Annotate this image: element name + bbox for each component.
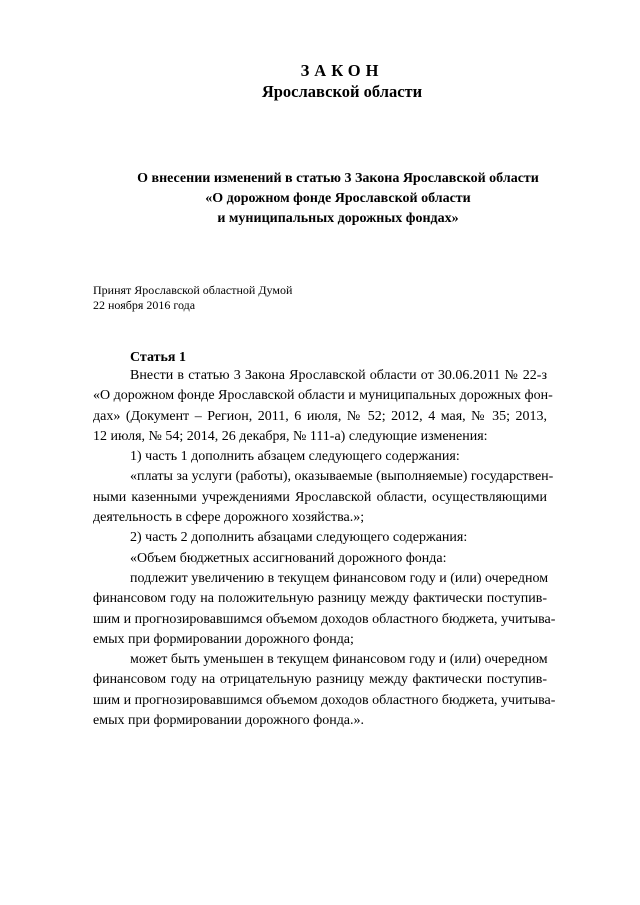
adoption-note [93, 283, 292, 313]
article-line: 1) часть 1 дополнить абзацем следующего содержания: [130, 449, 460, 465]
article-line: финансовом году на положительную разницу между фактически поступив- [93, 591, 547, 607]
article-line: дах» (Документ – Регион, 2011, 6 июля, № 52; 2012, 4 мая, № 35; 2013, [93, 408, 547, 424]
article-line: подлежит увеличению в текущем финансовом году и (или) очередном [130, 570, 549, 586]
subject-line: «О дорожном фонде Ярославской области [205, 191, 471, 206]
law-subject-title [0, 169, 640, 229]
article-body [93, 366, 556, 731]
adoption-date: 22 ноября 2016 года [93, 298, 196, 312]
article-line: 12 июля, № 54; 2014, 26 декабря, № 111-а) следующие изменения: [93, 428, 488, 444]
article-line: емых при формировании дорожного фонда; [93, 631, 354, 647]
law-heading: ЗАКОН [300, 61, 384, 80]
article-line: может быть уменьшен в текущем финансовом году и (или) очередном [130, 652, 548, 668]
article-line: финансовом году на отрицательную разницу между фактически поступив- [93, 672, 547, 688]
law-region-heading: Ярославской области [261, 82, 423, 101]
article-title: Статья 1 [130, 350, 186, 365]
subject-line: О внесении изменений в статью 3 Закона Ярославской области [137, 171, 539, 186]
article-line: «О дорожном фонде Ярославской области и муниципальных дорожных фон- [93, 388, 553, 404]
article-line: «Объем бюджетных ассигнований дорожного фонда: [130, 550, 447, 566]
article-line: шим и прогнозировавшимся объемом доходов областного бюджета, учитыва- [93, 611, 556, 627]
article-line: шим и прогнозировавшимся объемом доходов областного бюджета, учитыва- [93, 692, 556, 708]
article-line: 2) часть 2 дополнить абзацами следующего содержания: [130, 530, 468, 546]
article-line: ными казенными учреждениями Ярославской области, осуществляющими [93, 489, 547, 505]
article-line: деятельность в сфере дорожного хозяйства.»; [93, 510, 365, 526]
article-line: «платы за услуги (работы), оказываемые (выполняемые) государствен- [130, 469, 554, 485]
subject-line: и муниципальных дорожных фондах» [217, 211, 459, 226]
article-line: емых при формировании дорожного фонда.». [93, 713, 365, 729]
adoption-body: Принят Ярославской областной Думой [93, 283, 293, 297]
article-line: Внести в статью 3 Закона Ярославской области от 30.06.2011 № 22-з [130, 368, 547, 383]
